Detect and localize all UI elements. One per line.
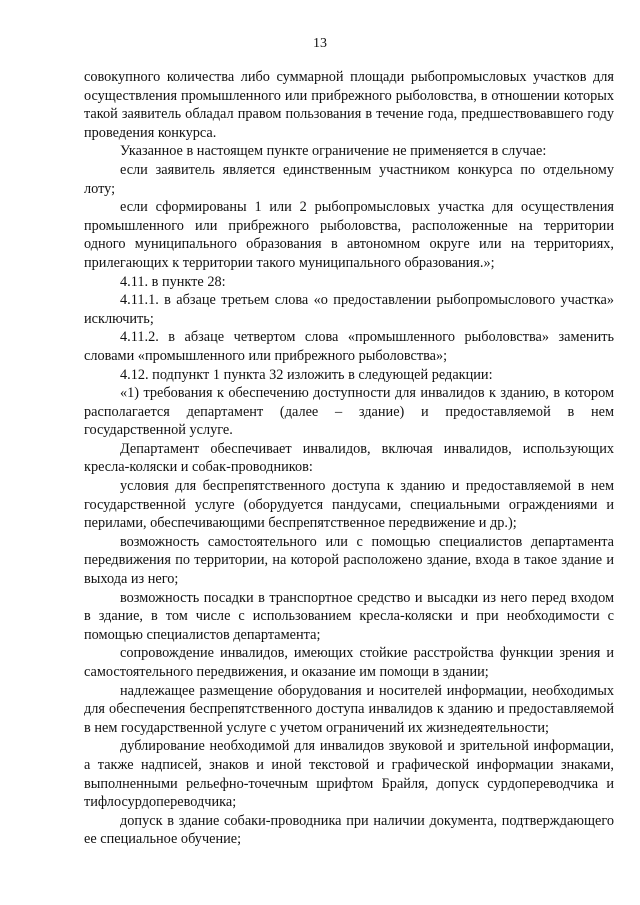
paragraph-escort: сопровождение инвалидов, имеющих стойкие расстройства функции зрения и самостоятельного передвижения, и оказание им помощи в здании; xyxy=(84,645,614,680)
paragraph-4-11: 4.11. в пункте 28: xyxy=(120,273,226,290)
paragraph-transport-boarding: возможность посадки в транспортное средство и высадки из него перед входом в здание, в том числе с использованием кресла-коляски и при необходимости с помощью специалистов департамента; xyxy=(84,589,614,643)
paragraph-continuation: совокупного количества либо суммарной площади рыбопромысловых участков для осуществления промышленного или прибрежного рыболовства, в отношении которых такой заявитель обладал правом пользования в течение года, предшествовавшего году проведения конкурса. xyxy=(84,69,614,141)
paragraph-4-11-2: 4.11.2. в абзаце четвертом слова «промышленного рыболовства» заменить словами «промышленного или прибрежного рыболовства»; xyxy=(84,329,614,364)
paragraph-barrier-free-access: условия для беспрепятственного доступа к зданию и предоставляемой в нем государственной услуге (оборудуется пандусами, специальными ограждениями и перилами, обеспечивающими беспрепятственное передвижение и др.); xyxy=(84,478,614,532)
paragraph-single-participant: если заявитель является единственным участником конкурса по отдельному лоту; xyxy=(84,161,614,197)
paragraph-restriction-intro: Указанное в настоящем пункте ограничение не применяется в случае: xyxy=(120,143,547,160)
paragraph-movement-territory: возможность самостоятельного или с помощью специалистов департамента передвижения по территории, на которой расположено здание, входа в такое здание и выхода из него; xyxy=(84,533,614,588)
paragraph-information-duplication: дублирование необходимой для инвалидов звуковой и зрительной информации, а также надписей, знаков и иной текстовой и графической информации знаками, выполненными рельефно-точечным шрифтом Брайля, допуск сурдопереводчика и тифлосурдопереводчика; xyxy=(84,738,614,811)
document-body xyxy=(84,68,614,849)
paragraph-equipment-placement: надлежащее размещение оборудования и носителей информации, необходимых для обеспечения беспрепятственного доступа инвалидов к зданию и предоставляемой в нем государственной услуге с учетом ограничений их жизнедеятельности; xyxy=(84,682,614,736)
paragraph-guide-dog: допуск в здание собаки-проводника при наличии документа, подтверждающего ее специальное обучение; xyxy=(84,812,614,848)
paragraph-4-12: 4.12. подпункт 1 пункта 32 изложить в следующей редакции: xyxy=(120,366,493,383)
paragraph-accessibility-requirements: «1) требования к обеспечению доступности для инвалидов к зданию, в котором располагается департамент (далее – здание) и предоставляемой в нем государственной услуге. xyxy=(84,385,614,439)
page-number: 13 xyxy=(313,36,327,51)
paragraph-fishing-sites: если сформированы 1 или 2 рыбопромысловых участка для осуществления промышленного или прибрежного рыболовства, расположенные на территории одного муниципального образования в автономном округе или на территориях, прилегающих к территории такого муниципального образования.»; xyxy=(84,199,614,271)
paragraph-department-provides: Департамент обеспечивает инвалидов, включая инвалидов, использующих кресла-коляски и собак-проводников: xyxy=(84,440,614,476)
paragraph-4-11-1: 4.11.1. в абзаце третьем слова «о предоставлении рыбопромыслового участка» исключить; xyxy=(84,292,614,327)
